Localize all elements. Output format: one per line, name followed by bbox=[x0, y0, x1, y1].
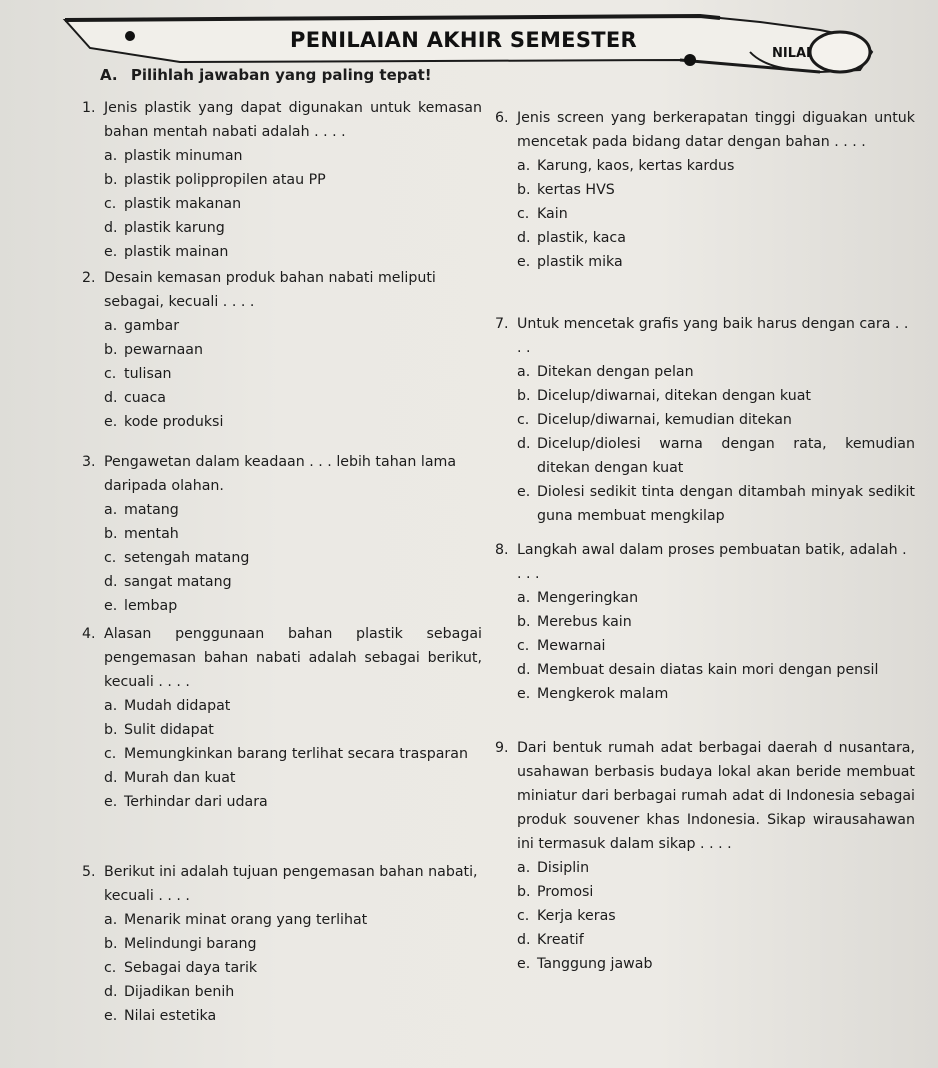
option-b[interactable] bbox=[495, 610, 915, 634]
score-label: NILAI bbox=[772, 46, 811, 61]
option-letter: a. bbox=[517, 158, 531, 174]
option-letter: b. bbox=[104, 342, 118, 358]
option-e[interactable] bbox=[82, 790, 482, 814]
option-text: Disiplin bbox=[537, 860, 590, 876]
option-c[interactable] bbox=[82, 362, 482, 386]
option-d[interactable] bbox=[82, 766, 482, 790]
option-text: plastik mainan bbox=[124, 244, 229, 260]
option-text: tulisan bbox=[124, 366, 172, 382]
option-text: Mengkerok malam bbox=[537, 686, 669, 702]
option-letter: e. bbox=[517, 484, 531, 500]
option-text: Terhindar dari udara bbox=[124, 794, 268, 810]
bullet-dot-icon bbox=[684, 54, 696, 66]
option-letter: c. bbox=[104, 960, 117, 976]
header-banner bbox=[60, 8, 880, 68]
option-c[interactable] bbox=[82, 192, 482, 216]
section-label: A. bbox=[100, 66, 118, 84]
option-text: kode produksi bbox=[124, 414, 224, 430]
right-column bbox=[495, 106, 915, 976]
option-text: Promosi bbox=[537, 884, 594, 900]
option-c[interactable] bbox=[495, 408, 915, 432]
option-a[interactable] bbox=[82, 314, 482, 338]
option-text: Murah dan kuat bbox=[124, 770, 236, 786]
option-text: gambar bbox=[124, 318, 180, 334]
question-number: 2. bbox=[82, 270, 96, 286]
question-2 bbox=[82, 266, 482, 450]
option-letter: d. bbox=[517, 662, 531, 678]
option-text: sangat matang bbox=[124, 574, 232, 590]
option-text: Membuat desain diatas kain mori dengan pensil bbox=[537, 662, 879, 678]
option-letter: a. bbox=[517, 860, 531, 876]
option-d[interactable] bbox=[495, 432, 915, 480]
option-text: Mudah didapat bbox=[124, 698, 231, 714]
option-e[interactable] bbox=[82, 1004, 482, 1028]
option-text: Kain bbox=[537, 206, 568, 222]
option-b[interactable] bbox=[495, 880, 915, 904]
option-a[interactable] bbox=[495, 586, 915, 610]
option-letter: b. bbox=[517, 182, 531, 198]
option-letter: e. bbox=[104, 414, 118, 430]
option-letter: b. bbox=[104, 936, 118, 952]
option-letter: b. bbox=[517, 614, 531, 630]
question-stem: Jenis screen yang berkerapatan tinggi diguakan untuk mencetak pada bidang datar dengan bahan . . . . bbox=[517, 110, 915, 150]
option-a[interactable] bbox=[495, 360, 915, 384]
left-column bbox=[82, 96, 482, 1028]
option-c[interactable] bbox=[82, 742, 482, 766]
option-d[interactable] bbox=[82, 570, 482, 594]
option-text: Karung, kaos, kertas kardus bbox=[537, 158, 735, 174]
option-letter: a. bbox=[517, 364, 531, 380]
option-b[interactable] bbox=[82, 168, 482, 192]
option-text: Nilai estetika bbox=[124, 1008, 217, 1024]
question-stem: Desain kemasan produk bahan nabati meliputi sebagai, kecuali . . . . bbox=[104, 270, 436, 310]
option-a[interactable] bbox=[495, 154, 915, 178]
option-letter: d. bbox=[517, 932, 531, 948]
option-letter: d. bbox=[104, 574, 118, 590]
option-b[interactable] bbox=[82, 338, 482, 362]
question-number: 3. bbox=[82, 454, 96, 470]
option-text: mentah bbox=[124, 526, 179, 542]
option-letter: b. bbox=[517, 388, 531, 404]
option-e[interactable] bbox=[495, 480, 915, 528]
option-letter: e. bbox=[517, 686, 531, 702]
option-text: Dicelup/diwarnai, ditekan dengan kuat bbox=[537, 388, 811, 404]
option-text: Sebagai daya tarik bbox=[124, 960, 258, 976]
option-letter: e. bbox=[104, 244, 118, 260]
option-text: Mengeringkan bbox=[537, 590, 639, 606]
option-letter: e. bbox=[104, 598, 118, 614]
option-text: pewarnaan bbox=[124, 342, 203, 358]
question-stem: Dari bentuk rumah adat berbagai daerah d nusantara, usahawan berbasis budaya lokal akan beride membuat miniatur dari berbagai rumah adat di Indonesia sebagai produk souvener khas Indonesia. Sikap wirausahawan ini termasuk dalam sikap . . . . bbox=[517, 740, 915, 852]
option-d[interactable] bbox=[82, 216, 482, 240]
option-d[interactable] bbox=[82, 980, 482, 1004]
option-letter: d. bbox=[104, 770, 118, 786]
option-text: Ditekan dengan pelan bbox=[537, 364, 694, 380]
question-number: 6. bbox=[495, 110, 509, 126]
option-letter: e. bbox=[517, 254, 531, 270]
question-stem: Langkah awal dalam proses pembuatan batik, adalah . . . . bbox=[517, 542, 907, 582]
option-letter: b. bbox=[517, 884, 531, 900]
option-text: Melindungi barang bbox=[124, 936, 257, 952]
option-letter: a. bbox=[104, 698, 118, 714]
option-text: plastik makanan bbox=[124, 196, 242, 212]
option-text: Dicelup/diolesi warna dengan rata, kemudian ditekan dengan kuat bbox=[537, 436, 915, 476]
question-number: 7. bbox=[495, 316, 509, 332]
option-text: kertas HVS bbox=[537, 182, 615, 198]
option-e[interactable] bbox=[82, 410, 482, 434]
question-number: 9. bbox=[495, 740, 509, 756]
option-letter: b. bbox=[104, 172, 118, 188]
option-text: Memungkinkan barang terlihat secara trasparan bbox=[124, 746, 468, 762]
option-d[interactable] bbox=[495, 226, 915, 250]
option-letter: d. bbox=[104, 984, 118, 1000]
option-letter: a. bbox=[104, 148, 118, 164]
question-4 bbox=[82, 622, 482, 860]
option-letter: e. bbox=[517, 956, 531, 972]
option-letter: a. bbox=[104, 318, 118, 334]
option-text: plastik minuman bbox=[124, 148, 243, 164]
option-e[interactable] bbox=[82, 594, 482, 618]
option-a[interactable] bbox=[82, 908, 482, 932]
section-instruction-text: Pilihlah jawaban yang paling tepat! bbox=[130, 66, 432, 84]
option-text: Menarik minat orang yang terlihat bbox=[124, 912, 368, 928]
option-letter: e. bbox=[104, 1008, 118, 1024]
option-c[interactable] bbox=[495, 904, 915, 928]
section-instruction bbox=[100, 66, 432, 84]
option-text: setengah matang bbox=[124, 550, 250, 566]
option-b[interactable] bbox=[82, 932, 482, 956]
option-a[interactable] bbox=[82, 694, 482, 718]
option-letter: b. bbox=[104, 526, 118, 542]
option-letter: c. bbox=[517, 412, 530, 428]
option-text: Diolesi sedikit tinta dengan ditambah minyak sedikit guna membuat mengkilap bbox=[537, 484, 915, 524]
question-8 bbox=[495, 538, 915, 736]
option-text: Merebus kain bbox=[537, 614, 632, 630]
option-letter: d. bbox=[104, 220, 118, 236]
question-5 bbox=[82, 860, 482, 1028]
question-7 bbox=[495, 312, 915, 538]
question-stem: Alasan penggunaan bahan plastik sebagai pengemasan bahan nabati adalah sebagai berikut, kecuali . . . . bbox=[104, 626, 482, 690]
option-a[interactable] bbox=[495, 856, 915, 880]
option-text: lembap bbox=[124, 598, 178, 614]
question-stem: Berikut ini adalah tujuan pengemasan bahan nabati, kecuali . . . . bbox=[104, 864, 478, 904]
option-text: plastik karung bbox=[124, 220, 225, 236]
option-letter: b. bbox=[104, 722, 118, 738]
option-d[interactable] bbox=[82, 386, 482, 410]
option-letter: d. bbox=[104, 390, 118, 406]
option-text: Mewarnai bbox=[537, 638, 606, 654]
option-e[interactable] bbox=[495, 250, 915, 274]
option-text: matang bbox=[124, 502, 179, 518]
option-text: plastik mika bbox=[537, 254, 623, 270]
option-e[interactable] bbox=[82, 240, 482, 264]
option-e[interactable] bbox=[495, 682, 915, 706]
option-letter: c. bbox=[104, 366, 117, 382]
option-b[interactable] bbox=[82, 718, 482, 742]
option-a[interactable] bbox=[82, 498, 482, 522]
option-letter: a. bbox=[517, 590, 531, 606]
option-text: plastik polippropilen atau PP bbox=[124, 172, 326, 188]
question-number: 1. bbox=[82, 100, 96, 116]
option-b[interactable] bbox=[82, 522, 482, 546]
question-6 bbox=[495, 106, 915, 312]
question-number: 5. bbox=[82, 864, 96, 880]
option-c[interactable] bbox=[495, 634, 915, 658]
option-letter: c. bbox=[517, 638, 530, 654]
option-letter: e. bbox=[104, 794, 118, 810]
option-letter: c. bbox=[517, 908, 530, 924]
option-letter: c. bbox=[104, 746, 117, 762]
option-text: plastik, kaca bbox=[537, 230, 626, 246]
question-9 bbox=[495, 736, 915, 976]
option-c[interactable] bbox=[82, 956, 482, 980]
option-letter: c. bbox=[104, 196, 117, 212]
question-stem: Untuk mencetak grafis yang baik harus dengan cara . . . . bbox=[517, 316, 909, 356]
option-text: Dijadikan benih bbox=[124, 984, 235, 1000]
option-c[interactable] bbox=[495, 202, 915, 226]
bullet-dot-icon bbox=[125, 31, 135, 41]
option-e[interactable] bbox=[495, 952, 915, 976]
option-d[interactable] bbox=[495, 928, 915, 952]
option-text: Sulit didapat bbox=[124, 722, 214, 738]
option-text: Kerja keras bbox=[537, 908, 616, 924]
option-letter: d. bbox=[517, 230, 531, 246]
option-letter: d. bbox=[517, 436, 531, 452]
question-number: 8. bbox=[495, 542, 509, 558]
score-circle-icon bbox=[810, 32, 870, 72]
option-letter: a. bbox=[104, 912, 118, 928]
option-a[interactable] bbox=[82, 144, 482, 168]
option-letter: a. bbox=[104, 502, 118, 518]
exam-title: PENILAIAN AKHIR SEMESTER bbox=[290, 28, 637, 52]
question-stem: Pengawetan dalam keadaan . . . lebih tahan lama daripada olahan. bbox=[104, 454, 457, 494]
option-b[interactable] bbox=[495, 178, 915, 202]
option-letter: c. bbox=[104, 550, 117, 566]
option-text: Kreatif bbox=[537, 932, 584, 948]
option-b[interactable] bbox=[495, 384, 915, 408]
option-c[interactable] bbox=[82, 546, 482, 570]
option-text: Tanggung jawab bbox=[537, 956, 653, 972]
option-text: Dicelup/diwarnai, kemudian ditekan bbox=[537, 412, 792, 428]
option-text: cuaca bbox=[124, 390, 166, 406]
option-d[interactable] bbox=[495, 658, 915, 682]
question-3 bbox=[82, 450, 482, 622]
question-1 bbox=[82, 96, 482, 266]
question-stem: Jenis plastik yang dapat digunakan untuk kemasan bahan mentah nabati adalah . . . . bbox=[104, 100, 482, 140]
question-number: 4. bbox=[82, 626, 96, 642]
option-letter: c. bbox=[517, 206, 530, 222]
